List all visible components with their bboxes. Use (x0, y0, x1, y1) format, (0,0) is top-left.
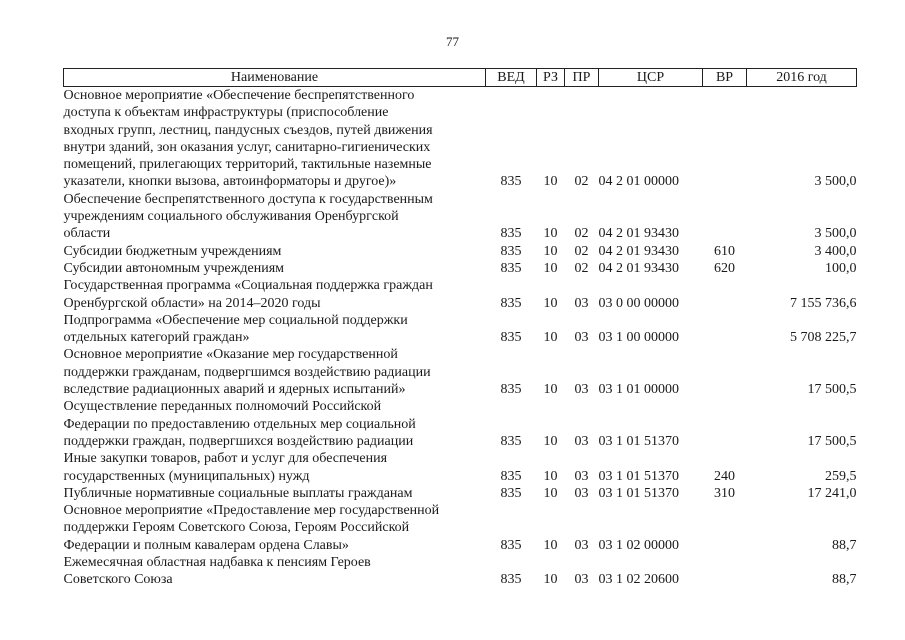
row-ved: 835 (500, 295, 522, 311)
row-pr: 02 (574, 174, 589, 190)
row-name-line: Основное мероприятие «Предоставление мер государственной (63, 503, 440, 519)
row-csr: 03 1 01 51370 (598, 468, 679, 484)
row-name (64, 260, 486, 277)
row-csr: 04 2 01 93430 (598, 260, 679, 276)
row-rz: 10 (543, 468, 558, 484)
row-name-line: поддержки граждан, подвергшихся воздействию радиации (63, 433, 414, 449)
row-name-line: поддержки гражданам, подвергшимся воздействию радиации (63, 364, 431, 380)
row-rz: 10 (543, 174, 558, 190)
row-ved: 835 (500, 260, 522, 276)
row-pr: 02 (574, 226, 589, 242)
row-vr: 240 (714, 468, 735, 484)
table-row (64, 398, 857, 450)
row-csr: 03 1 01 00000 (598, 382, 679, 398)
row-name (64, 346, 486, 398)
row-pr: 02 (574, 260, 589, 276)
row-csr: 03 1 01 51370 (598, 485, 679, 501)
budget-table (63, 68, 857, 589)
row-name-line: Ежемесячная областная надбавка к пенсиям Героев (63, 555, 371, 571)
row-ved: 835 (500, 485, 522, 501)
row-sum: 17 241,0 (807, 485, 857, 501)
row-pr: 03 (574, 468, 589, 484)
row-name-line: отдельных категорий граждан» (63, 330, 250, 346)
row-vr (703, 398, 747, 450)
row-name (64, 554, 486, 589)
row-pr: 03 (574, 485, 589, 501)
row-ved: 835 (500, 174, 522, 190)
row-pr: 02 (574, 243, 589, 259)
row-rz: 10 (543, 260, 558, 276)
row-name (64, 312, 486, 347)
row-csr: 04 2 01 00000 (598, 174, 679, 190)
row-ved: 835 (500, 330, 522, 346)
row-rz: 10 (543, 243, 558, 259)
row-sum: 17 500,5 (807, 433, 857, 449)
row-vr (703, 277, 747, 312)
row-name (64, 87, 486, 191)
row-name-line: Советского Союза (63, 572, 173, 588)
row-vr (703, 312, 747, 347)
row-vr (703, 346, 747, 398)
row-ved: 835 (500, 243, 522, 259)
row-pr: 03 (574, 572, 589, 588)
row-name (64, 191, 486, 243)
row-csr: 03 1 02 20600 (598, 572, 679, 588)
row-ved: 835 (500, 572, 522, 588)
row-vr: 610 (714, 243, 735, 259)
row-vr: 310 (714, 485, 735, 501)
table-body (64, 87, 857, 589)
row-name-line: доступа к объектам инфраструктуры (приспособление (63, 105, 389, 121)
row-name-line: учреждениям социального обслуживания Оренбургской (63, 209, 399, 225)
header-pr: ПР (565, 69, 599, 87)
row-vr (703, 554, 747, 589)
row-rz: 10 (543, 382, 558, 398)
row-name-line: внутри зданий, зон оказания услуг, санитарно-гигиенических (63, 139, 431, 155)
row-pr: 03 (574, 330, 589, 346)
table-row (64, 554, 857, 589)
row-rz: 10 (543, 295, 558, 311)
row-name-line: вследствие радиационных аварий и ядерных испытаний» (63, 382, 406, 398)
row-vr (703, 502, 747, 554)
row-pr: 03 (574, 433, 589, 449)
row-name-line: Основное мероприятие «Оказание мер государственной (63, 347, 398, 363)
row-ved: 835 (500, 382, 522, 398)
table-row (64, 191, 857, 243)
row-name-line: Государственная программа «Социальная поддержка граждан (63, 278, 433, 294)
row-rz: 10 (543, 330, 558, 346)
row-csr: 04 2 01 93430 (598, 226, 679, 242)
row-name-line: указатели, кнопки вызова, автоинформаторы и другое)» (63, 174, 397, 190)
header-name: Наименование (64, 69, 486, 87)
row-name-line: Обеспечение беспрепятственного доступа к государственным (63, 191, 433, 207)
row-sum: 88,7 (832, 572, 857, 588)
header-rz: РЗ (537, 69, 565, 87)
row-name-line: Подпрограмма «Обеспечение мер социальной поддержки (63, 312, 408, 328)
row-vr: 620 (714, 260, 735, 276)
header-year: 2016 год (747, 69, 857, 87)
row-sum: 259,5 (825, 468, 857, 484)
row-csr: 03 0 00 00000 (598, 295, 679, 311)
table-row (64, 87, 857, 191)
row-pr: 03 (574, 295, 589, 311)
row-rz: 10 (543, 537, 558, 553)
row-name (64, 398, 486, 450)
row-name-line: Субсидии автономным учреждениям (63, 260, 285, 276)
table-row (64, 485, 857, 502)
row-name-line: Осуществление переданных полномочий Российской (63, 399, 382, 415)
header-vr: ВР (703, 69, 747, 87)
row-name (64, 502, 486, 554)
row-name-line: поддержки Героям Советского Союза, Героям Российской (63, 520, 410, 536)
header-csr: ЦСР (599, 69, 703, 87)
table-row (64, 346, 857, 398)
header-ved: ВЕД (486, 69, 537, 87)
row-sum: 5 708 225,7 (790, 330, 857, 346)
row-vr (703, 191, 747, 243)
row-sum: 88,7 (832, 537, 857, 553)
page-number: 77 (446, 34, 459, 49)
row-name-line: государственных (муниципальных) нужд (63, 468, 310, 484)
row-ved: 835 (500, 226, 522, 242)
row-rz: 10 (543, 572, 558, 588)
row-rz: 10 (543, 433, 558, 449)
row-sum: 3 400,0 (814, 243, 857, 259)
row-name (64, 277, 486, 312)
row-rz: 10 (543, 226, 558, 242)
row-name (64, 450, 486, 485)
table-row (64, 243, 857, 260)
row-name (64, 485, 486, 502)
row-name-line: помещений, прилегающих территорий, тактильные наземные (63, 157, 432, 173)
row-ved: 835 (500, 468, 522, 484)
row-csr: 03 1 02 00000 (598, 537, 679, 553)
row-sum: 7 155 736,6 (790, 295, 857, 311)
row-name-line: Иные закупки товаров, работ и услуг для обеспечения (63, 451, 388, 467)
row-csr: 04 2 01 93430 (598, 243, 679, 259)
row-pr: 03 (574, 537, 589, 553)
row-name-line: Субсидии бюджетным учреждениям (63, 243, 282, 259)
table-row (64, 277, 857, 312)
row-csr: 03 1 00 00000 (598, 330, 679, 346)
row-ved: 835 (500, 537, 522, 553)
row-name-line: Федерации и полным кавалерам ордена Славы» (63, 537, 349, 553)
row-csr: 03 1 01 51370 (598, 433, 679, 449)
table-row (64, 312, 857, 347)
table-row (64, 260, 857, 277)
table-row (64, 502, 857, 554)
row-name-line: Оренбургской области» на 2014–2020 годы (63, 295, 321, 311)
table-header (64, 69, 857, 87)
row-name-line: Федерации по предоставлению отдельных мер социальной (63, 416, 416, 432)
row-ved: 835 (500, 433, 522, 449)
row-sum: 3 500,0 (814, 174, 857, 190)
row-sum: 17 500,5 (807, 382, 857, 398)
row-sum: 100,0 (825, 260, 857, 276)
row-pr: 03 (574, 382, 589, 398)
row-name-line: Основное мероприятие «Обеспечение беспрепятственного (63, 88, 415, 103)
row-rz: 10 (543, 485, 558, 501)
table-row (64, 450, 857, 485)
row-vr (703, 87, 747, 191)
row-sum: 3 500,0 (814, 226, 857, 242)
row-name-line: Публичные нормативные социальные выплаты гражданам (63, 485, 413, 501)
row-name-line: входных групп, лестниц, пандусных съездов, путей движения (63, 122, 433, 138)
row-name-line: области (63, 226, 111, 242)
row-name (64, 243, 486, 260)
